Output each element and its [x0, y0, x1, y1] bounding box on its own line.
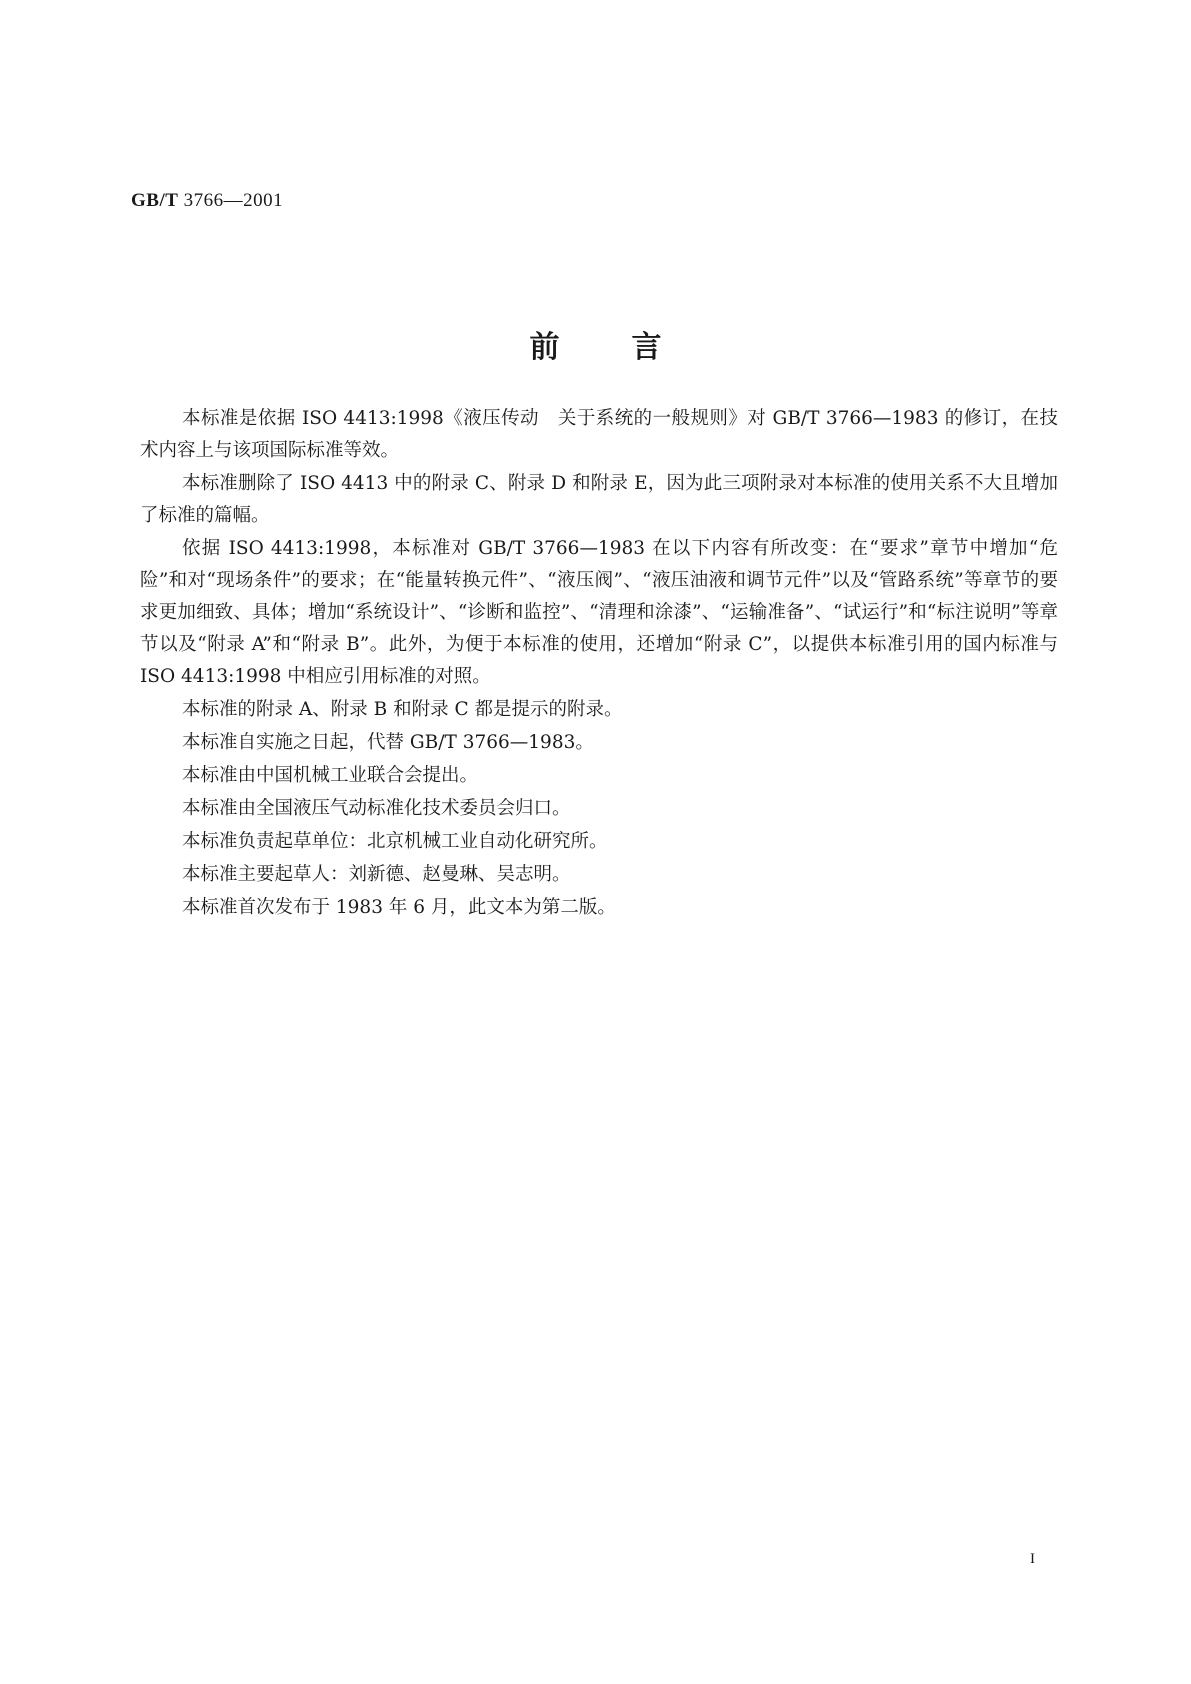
standard-prefix: GB/T — [131, 190, 179, 211]
paragraph: 本标准是依据 ISO 4413:1998《液压传动 关于系统的一般规则》对 GB/T 3766—1983 的修订，在技术内容上与该项国际标准等效。 — [140, 408, 1058, 461]
paragraph: 本标准主要起草人：刘新德、赵曼琳、吴志明。 — [182, 864, 571, 885]
paragraph: 本标准负责起草单位：北京机械工业自动化研究所。 — [182, 831, 608, 852]
foreword-body — [140, 403, 1058, 925]
standard-number: 3766—2001 — [178, 190, 284, 211]
paragraph: 本标准由全国液压气动标准化技术委员会归口。 — [182, 798, 571, 819]
paragraph: 本标准由中国机械工业联合会提出。 — [182, 765, 479, 786]
paragraph: 本标准自实施之日起，代替 GB/T 3766—1983。 — [182, 732, 594, 753]
paragraph: 依据 ISO 4413:1998，本标准对 GB/T 3766—1983 在以下内容有所改变：在“要求”章节中增加“危险”和对“现场条件”的要求；在“能量转换元件”、“液压阀”、“液压油液和调节元件”以及“管路系统”等章节的要求更加细致、具体；增加“系统设计”、“诊断和监控”、“清理和涂漆”、“运输准备”、“试运行”和“标注说明”等章节以及“附录 A”和“附录 B”。此外，为便于本标准的使用，还增加“附录 C”，以提供本标准引用的国内标准与 ISO 4413:1998 中相应引用标准的对照。 — [140, 538, 1058, 687]
page-number: I — [1030, 1551, 1035, 1567]
paragraph: 本标准首次发布于 1983 年 6 月，此文本为第二版。 — [182, 897, 616, 918]
standard-code — [131, 190, 283, 212]
paragraph: 本标准删除了 ISO 4413 中的附录 C、附录 D 和附录 E，因为此三项附录对本标准的使用关系不大且增加了标准的篇幅。 — [140, 473, 1058, 526]
page-title: 前言 — [529, 330, 734, 365]
paragraph: 本标准的附录 A、附录 B 和附录 C 都是提示的附录。 — [182, 699, 623, 720]
